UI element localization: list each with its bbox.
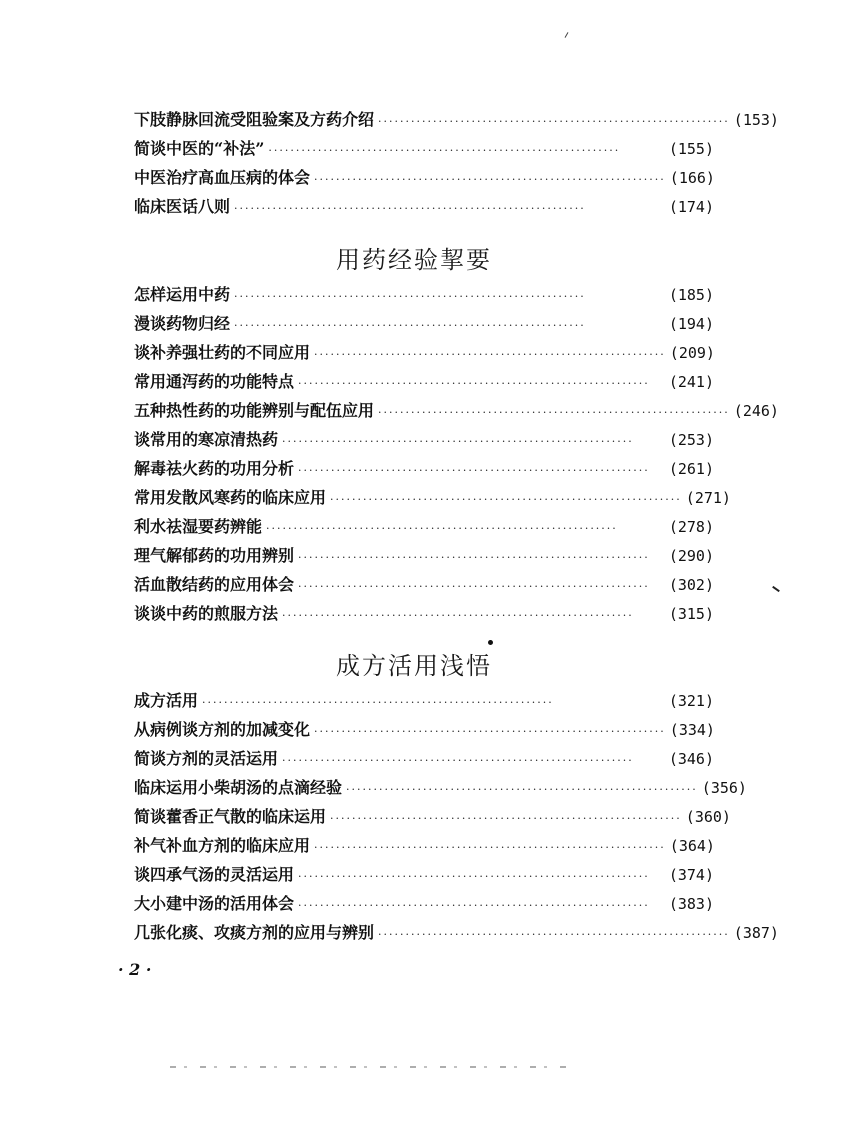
entry-page: (364) [669, 837, 715, 855]
entry-page: (278) [668, 518, 714, 536]
entry-page: (356) [701, 779, 747, 797]
entry-page: (321) [668, 692, 714, 710]
scan-artifact-line [170, 1066, 570, 1068]
entry-title: 补气补血方剂的临床应用 [134, 836, 311, 855]
entry-title: 解毒祛火药的功用分析 [134, 459, 295, 478]
dot-leader: ································································ [314, 173, 666, 186]
entry-page: (387) [733, 924, 779, 942]
dot-leader: ································································ [298, 580, 650, 593]
dot-leader: ································································ [314, 348, 666, 361]
dot-leader: ································································ [330, 493, 682, 506]
toc-entry[interactable] [134, 512, 714, 541]
toc-entry[interactable] [134, 105, 779, 134]
toc-entry[interactable] [134, 338, 714, 367]
dot-leader: ································································ [314, 725, 666, 738]
toc-entry[interactable] [134, 715, 714, 744]
scan-speck [488, 640, 493, 645]
entry-title: 常用通泻药的功能特点 [134, 372, 295, 391]
entry-page: (155) [668, 140, 714, 158]
scan-speck [565, 32, 569, 38]
entry-title: 大小建中汤的活用体会 [134, 894, 295, 913]
entry-page: (271) [685, 489, 731, 507]
toc-entry[interactable] [134, 744, 714, 773]
toc-entry[interactable] [134, 802, 731, 831]
toc-entry[interactable] [134, 309, 714, 338]
entry-title: 从病例谈方剂的加减变化 [134, 720, 311, 739]
entry-title: 中医治疗高血压病的体会 [134, 168, 311, 187]
toc-entry[interactable] [134, 831, 714, 860]
page-number: · 2 · [118, 960, 152, 979]
toc-entry[interactable] [134, 773, 747, 802]
toc-entry[interactable] [134, 918, 779, 947]
toc-section-1 [134, 105, 779, 221]
dot-leader: ································································ [234, 319, 586, 332]
dot-leader: ································································ [298, 870, 650, 883]
toc-entry[interactable] [134, 889, 714, 918]
dot-leader: ································································ [346, 783, 698, 796]
entry-title: 简谈方剂的灵活运用 [134, 749, 279, 768]
entry-title: 怎样运用中药 [134, 285, 231, 304]
toc-entry[interactable] [134, 163, 714, 192]
dot-leader: ································································ [330, 812, 682, 825]
entry-title: 理气解郁药的功用辨别 [134, 546, 295, 565]
entry-page: (374) [668, 866, 714, 884]
dot-leader: ································································ [314, 841, 666, 854]
entry-title: 临床运用小柴胡汤的点滴经验 [134, 778, 343, 797]
entry-title: 五种热性药的功能辨别与配伍应用 [134, 401, 375, 420]
entry-page: (383) [668, 895, 714, 913]
entry-page: (261) [668, 460, 714, 478]
entry-page: (185) [668, 286, 714, 304]
entry-title: 下肢静脉回流受阻验案及方药介绍 [134, 110, 375, 129]
toc-entry[interactable] [134, 483, 731, 512]
entry-page: (174) [668, 198, 714, 216]
entry-page: (166) [669, 169, 715, 187]
toc-entry[interactable] [134, 599, 714, 628]
toc-section-2 [134, 280, 779, 628]
dot-leader: ································································ [298, 899, 650, 912]
dot-leader: ································································ [234, 202, 586, 215]
dot-leader: ································································ [266, 522, 618, 535]
entry-title: 活血散结药的应用体会 [134, 575, 295, 594]
toc-entry[interactable] [134, 425, 714, 454]
entry-page: (209) [669, 344, 715, 362]
entry-page: (315) [668, 605, 714, 623]
section-heading: 用药经验挈要 [336, 246, 492, 274]
entry-title: 几张化痰、攻痰方剂的应用与辨别 [134, 923, 375, 942]
section-heading: 成方活用浅悟 [336, 652, 492, 680]
toc-entry[interactable] [134, 280, 714, 309]
entry-title: 简谈中医的“补法” [134, 139, 265, 158]
toc-entry[interactable] [134, 367, 714, 396]
toc-entry[interactable] [134, 686, 714, 715]
dot-leader: ································································ [378, 115, 730, 128]
entry-title: 常用发散风寒药的临床应用 [134, 488, 327, 507]
scan-speck [772, 586, 780, 592]
entry-title: 漫谈药物归经 [134, 314, 231, 333]
entry-title: 利水祛湿要药辨能 [134, 517, 263, 536]
dot-leader: ································································ [234, 290, 586, 303]
entry-title: 谈谈中药的煎服方法 [134, 604, 279, 623]
toc-section-3 [134, 686, 779, 947]
entry-page: (153) [733, 111, 779, 129]
entry-title: 临床医话八则 [134, 197, 231, 216]
toc-entry[interactable] [134, 192, 714, 221]
dot-leader: ································································ [282, 609, 634, 622]
entry-page: (253) [668, 431, 714, 449]
entry-title: 谈常用的寒凉清热药 [134, 430, 279, 449]
entry-page: (241) [668, 373, 714, 391]
dot-leader: ································································ [378, 928, 730, 941]
dot-leader: ································································ [378, 406, 730, 419]
toc-entry[interactable] [134, 570, 714, 599]
entry-page: (290) [668, 547, 714, 565]
entry-title: 谈四承气汤的灵活运用 [134, 865, 295, 884]
dot-leader: ································································ [298, 464, 650, 477]
dot-leader: ································································ [202, 696, 554, 709]
entry-page: (302) [668, 576, 714, 594]
toc-entry[interactable] [134, 541, 714, 570]
entry-title: 简谈藿香正气散的临床运用 [134, 807, 327, 826]
entry-page: (334) [669, 721, 715, 739]
dot-leader: ································································ [298, 377, 650, 390]
entry-page: (346) [668, 750, 714, 768]
toc-entry[interactable] [134, 134, 714, 163]
toc-entry[interactable] [134, 396, 779, 425]
entry-title: 成方活用 [134, 691, 199, 710]
dot-leader: ································································ [282, 754, 634, 767]
dot-leader: ································································ [268, 144, 621, 157]
entry-title: 谈补养强壮药的不同应用 [134, 343, 311, 362]
entry-page: (194) [668, 315, 714, 333]
dot-leader: ································································ [298, 551, 650, 564]
toc-entry[interactable] [134, 454, 714, 483]
dot-leader: ································································ [282, 435, 634, 448]
entry-page: (360) [685, 808, 731, 826]
entry-page: (246) [733, 402, 779, 420]
toc-entry[interactable] [134, 860, 714, 889]
